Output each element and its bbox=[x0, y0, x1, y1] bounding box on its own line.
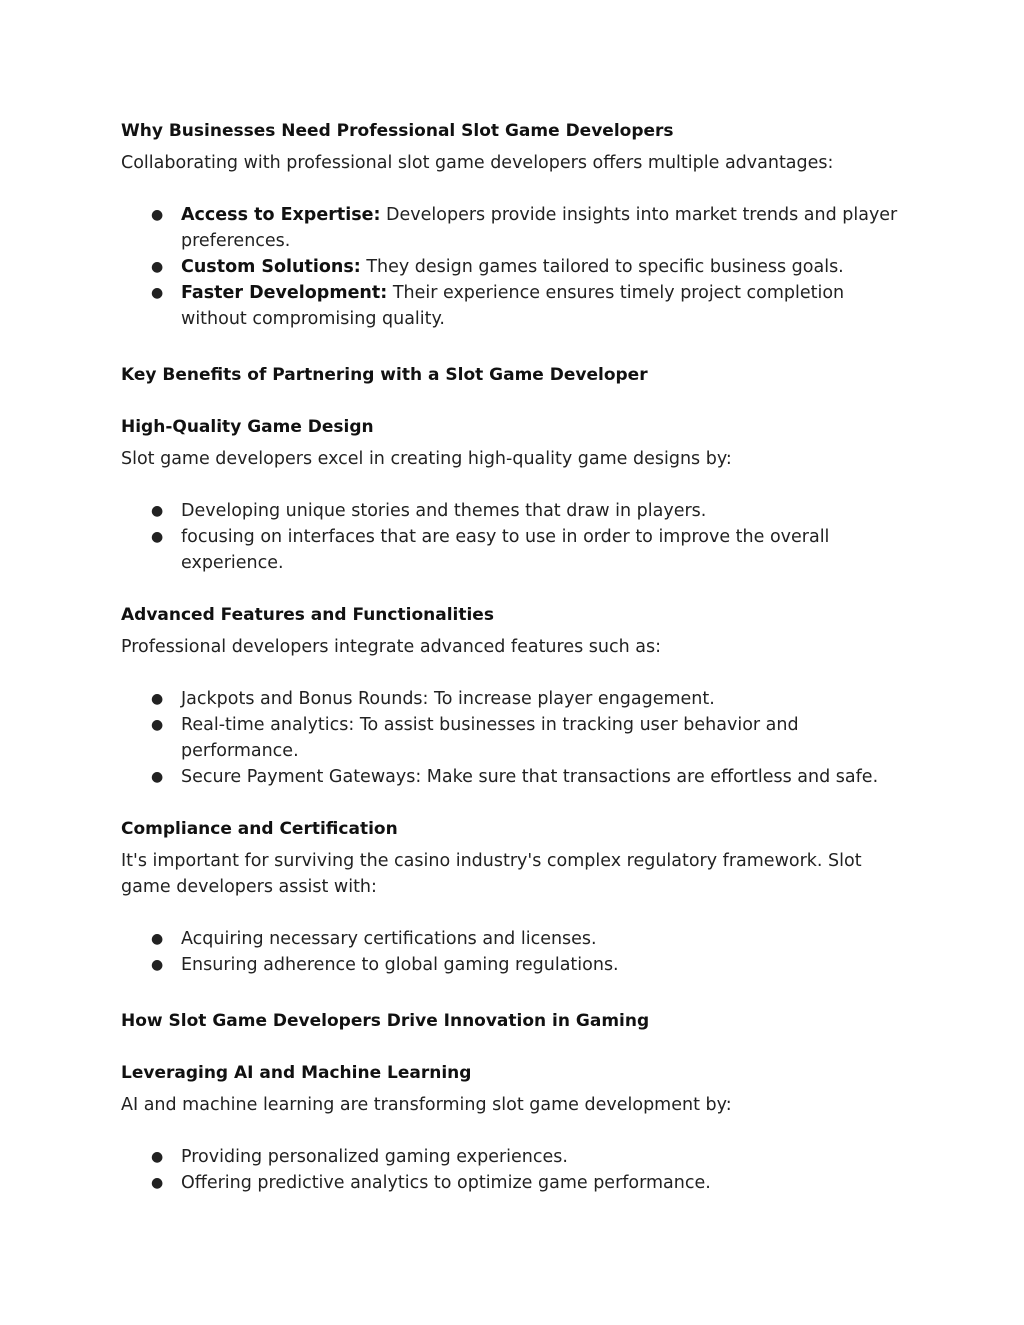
list-item-label: Access to Expertise: bbox=[181, 205, 381, 225]
document-page bbox=[121, 118, 911, 1196]
list-item bbox=[121, 524, 911, 576]
bullet-list bbox=[121, 1144, 911, 1196]
bullet-icon: ● bbox=[151, 931, 164, 947]
bullet-icon: ● bbox=[151, 1149, 164, 1165]
list-item bbox=[121, 764, 911, 790]
list-item-text: Developers provide insights into market trends and player preferences. bbox=[181, 205, 898, 251]
list-item bbox=[121, 952, 911, 978]
list-item bbox=[121, 1170, 911, 1196]
list-item-text: Developing unique stories and themes that draw in players. bbox=[181, 501, 707, 521]
list-item-text: Ensuring adherence to global gaming regulations. bbox=[181, 955, 619, 975]
list-item-text: Jackpots and Bonus Rounds: To increase player engagement. bbox=[181, 689, 715, 709]
subsection-heading: Leveraging AI and Machine Learning bbox=[121, 1063, 472, 1083]
list-item-text: Acquiring necessary certifications and licenses. bbox=[181, 929, 597, 949]
section-heading: How Slot Game Developers Drive Innovation in Gaming bbox=[121, 1011, 650, 1031]
section-intro: Slot game developers excel in creating high-quality game designs by: bbox=[121, 449, 732, 469]
list-item-text: Providing personalized gaming experiences. bbox=[181, 1147, 568, 1167]
bullet-icon: ● bbox=[151, 691, 164, 707]
list-item bbox=[121, 926, 911, 952]
list-item-text: Real-time analytics: To assist businesses in tracking user behavior and performance. bbox=[181, 715, 799, 761]
section-intro: It's important for surviving the casino industry's complex regulatory framework. Slot game developers assist with: bbox=[121, 851, 862, 897]
bullet-icon: ● bbox=[151, 259, 164, 275]
section-heading: Key Benefits of Partnering with a Slot Game Developer bbox=[121, 365, 648, 385]
bullet-icon: ● bbox=[151, 207, 164, 223]
bullet-icon: ● bbox=[151, 717, 164, 733]
bullet-list bbox=[121, 498, 911, 576]
bullet-list bbox=[121, 926, 911, 978]
list-item-text: Their experience ensures timely project completion without compromising quality. bbox=[181, 283, 845, 329]
list-item-text: focusing on interfaces that are easy to use in order to improve the overall experience. bbox=[181, 527, 830, 573]
list-item bbox=[121, 1144, 911, 1170]
list-item-text: Offering predictive analytics to optimize game performance. bbox=[181, 1173, 711, 1193]
subsection-heading: High-Quality Game Design bbox=[121, 417, 374, 437]
list-item-label: Faster Development: bbox=[181, 283, 388, 303]
list-item-text: They design games tailored to specific business goals. bbox=[360, 257, 844, 277]
bullet-icon: ● bbox=[151, 957, 164, 973]
list-item bbox=[121, 498, 911, 524]
bullet-icon: ● bbox=[151, 503, 164, 519]
list-item-text: Secure Payment Gateways: Make sure that transactions are effortless and safe. bbox=[181, 767, 879, 787]
bullet-icon: ● bbox=[151, 769, 164, 785]
bullet-icon: ● bbox=[151, 529, 164, 545]
list-item bbox=[121, 254, 911, 280]
bullet-icon: ● bbox=[151, 1175, 164, 1191]
section-heading: Why Businesses Need Professional Slot Game Developers bbox=[121, 121, 674, 141]
section-intro: Collaborating with professional slot game developers offers multiple advantages: bbox=[121, 153, 834, 173]
list-item bbox=[121, 686, 911, 712]
subsection-heading: Advanced Features and Functionalities bbox=[121, 605, 494, 625]
section-intro: AI and machine learning are transforming slot game development by: bbox=[121, 1095, 732, 1115]
list-item-label: Custom Solutions: bbox=[181, 257, 361, 277]
bullet-icon: ● bbox=[151, 285, 164, 301]
section-intro: Professional developers integrate advanced features such as: bbox=[121, 637, 661, 657]
list-item bbox=[121, 280, 911, 332]
bullet-list bbox=[121, 202, 911, 332]
list-item bbox=[121, 712, 911, 764]
bullet-list bbox=[121, 686, 911, 790]
list-item bbox=[121, 202, 911, 254]
subsection-heading: Compliance and Certification bbox=[121, 819, 398, 839]
